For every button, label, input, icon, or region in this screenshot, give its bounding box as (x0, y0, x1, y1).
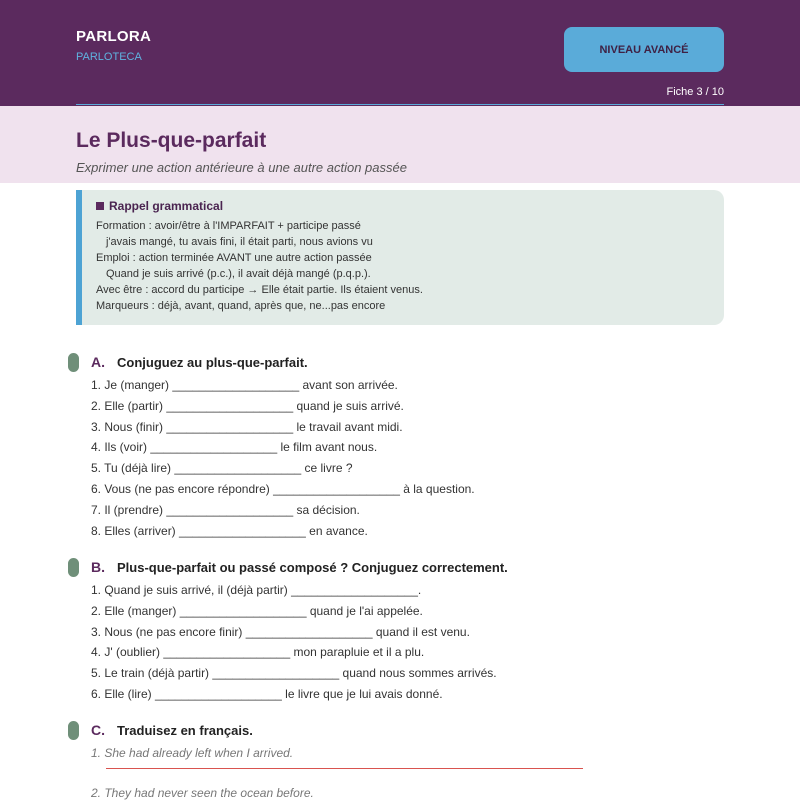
exercise-item[interactable]: 8. Elles (arriver) ___________________ en avance. (91, 523, 368, 538)
reminder-heading-text: Rappel grammatical (109, 199, 224, 213)
exercise-item[interactable]: 5. Le train (déjà partir) ___________________ quand nous sommes arrivés. (91, 666, 497, 681)
page-subtitle: Exprimer une action antérieure à une autre action passée (76, 160, 407, 175)
reminder-line: j'avais mangé, tu avais fini, il était parti, nous avions vu (106, 236, 373, 248)
level-badge: NIVEAU AVANCÉ (564, 27, 724, 72)
exercise-section-a (68, 352, 768, 541)
exercise-section-c (68, 720, 768, 800)
section-heading (68, 720, 768, 740)
brand-subtitle: PARLOTECA (76, 51, 142, 63)
section-heading (68, 352, 768, 372)
section-letter: A. (91, 354, 105, 370)
reminder-line: Avec être : accord du participe → Elle était partie. Ils étaient venus. (96, 284, 423, 296)
exercise-item[interactable]: 2. Elle (manger) ___________________ quand je l'ai appelée. (91, 603, 423, 618)
header-divider (76, 104, 724, 105)
translation-prompt: 1. She had already left when I arrived. (91, 746, 294, 760)
section-pill-icon (68, 558, 79, 577)
section-pill-icon (68, 721, 79, 740)
exercise-section-b (68, 557, 768, 705)
reminder-heading (96, 199, 223, 213)
reminder-lines (96, 218, 423, 314)
reminder-line: Quand je suis arrivé (p.c.), il avait déjà mangé (p.q.p.). (106, 268, 371, 280)
brand-name: PARLORA (76, 28, 152, 45)
translation-list (68, 744, 768, 800)
exercise-list (68, 375, 768, 541)
exercise-item[interactable]: 3. Nous (ne pas encore finir) ___________________ quand il est venu. (91, 624, 470, 639)
section-letter: B. (91, 559, 105, 575)
square-bullet-icon (96, 202, 104, 210)
section-title: Plus-que-parfait ou passé composé ? Conjuguez correctement. (117, 559, 508, 575)
reminder-line: Marqueurs : déjà, avant, quand, après que, ne...pas encore (96, 300, 386, 312)
grammar-reminder-box (76, 190, 724, 325)
exercise-item[interactable]: 6. Vous (ne pas encore répondre) ___________________ à la question. (91, 481, 475, 496)
exercise-item[interactable]: 4. J' (oublier) ___________________ mon parapluie et il a plu. (91, 645, 425, 660)
exercise-item[interactable]: 2. Elle (partir) ___________________ quand je suis arrivé. (91, 398, 404, 413)
reminder-line: Emploi : action terminée AVANT une autre action passée (96, 252, 372, 264)
reminder-accent-bar (76, 190, 82, 325)
section-title: Traduisez en français. (117, 722, 253, 738)
exercise-item[interactable]: 4. Ils (voir) ___________________ le film avant nous. (91, 440, 378, 455)
translation-prompt: 2. They had never seen the ocean before. (91, 786, 314, 800)
exercise-item[interactable]: 3. Nous (finir) ___________________ le travail avant midi. (91, 419, 403, 434)
section-title: Conjuguez au plus-que-parfait. (117, 354, 308, 370)
sheet-counter: Fiche 3 / 10 (666, 86, 724, 98)
page-header (0, 0, 800, 106)
section-heading (68, 557, 768, 577)
exercise-item[interactable]: 1. Quand je suis arrivé, il (déjà partir) ___________________. (91, 583, 422, 597)
reminder-line: Formation : avoir/être à l'IMPARFAIT + participe passé (96, 220, 361, 232)
exercise-item[interactable]: 6. Elle (lire) ___________________ le livre que je lui avais donné. (91, 686, 443, 701)
exercise-item[interactable]: 5. Tu (déjà lire) ___________________ ce livre ? (91, 461, 353, 476)
page-title: Le Plus-que-parfait (76, 129, 267, 152)
exercise-item[interactable]: 1. Je (manger) ___________________ avant son arrivée. (91, 378, 398, 392)
exercise-item[interactable]: 7. Il (prendre) ___________________ sa décision. (91, 502, 360, 517)
section-pill-icon (68, 353, 79, 372)
section-letter: C. (91, 722, 105, 738)
exercise-list (68, 580, 768, 705)
